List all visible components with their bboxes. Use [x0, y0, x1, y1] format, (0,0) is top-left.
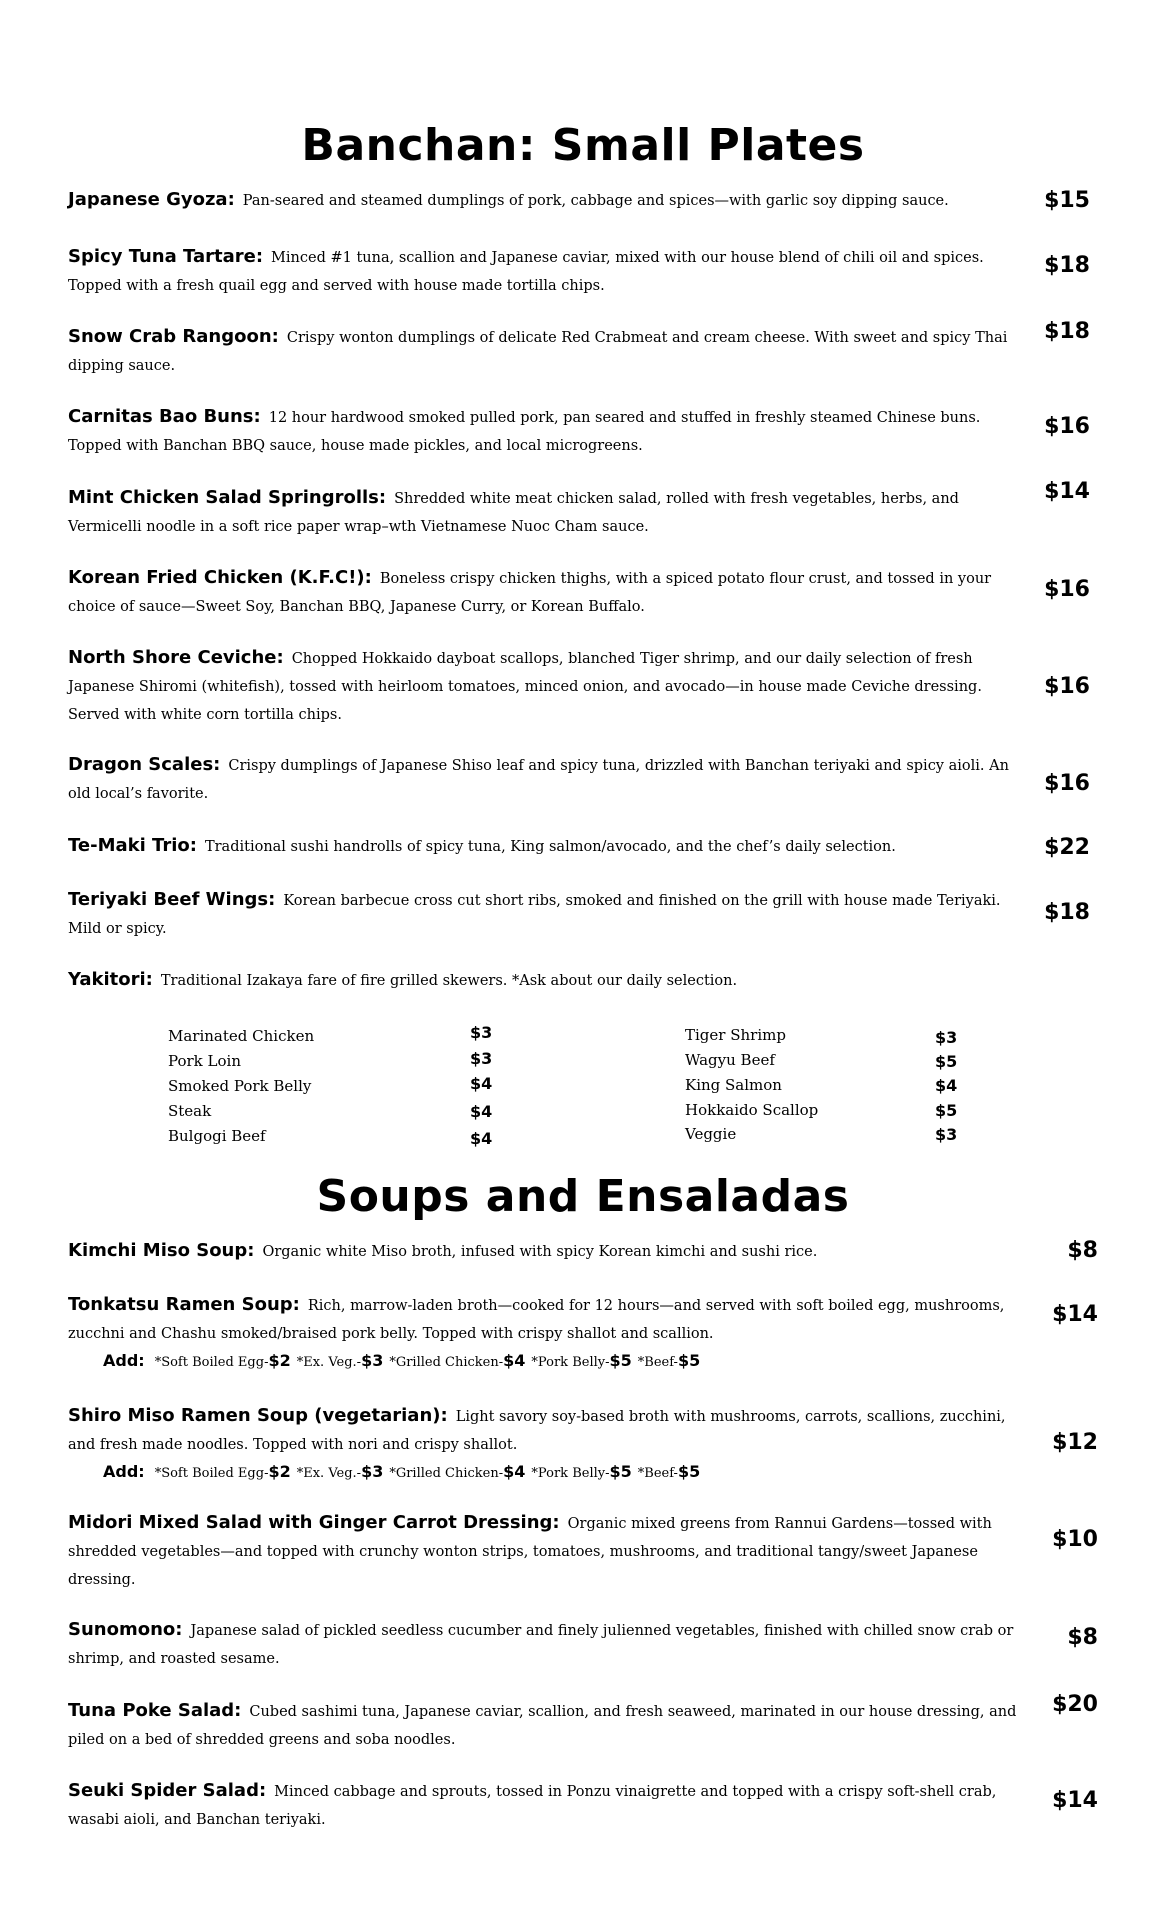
skewer-price: $4 — [470, 1129, 493, 1148]
item-price: $14 — [1052, 1788, 1098, 1813]
skewer-price: $3 — [935, 1028, 958, 1047]
item-price: $15 — [1044, 188, 1090, 213]
skewer-price: $3 — [935, 1125, 958, 1144]
menu-item-sunomono — [68, 1616, 1018, 1673]
skewer-name: Smoked Pork Belly — [168, 1077, 312, 1095]
item-price: $16 — [1044, 771, 1090, 796]
skewer-price: $3 — [470, 1049, 493, 1068]
add-ons-line: Add: *Soft Boiled Egg-$2 *Ex. Veg.-$3 *Grilled Chicken-$4 *Pork Belly-$5 *Beef-$5 — [103, 1462, 701, 1481]
item-price: $20 — [1052, 1692, 1098, 1717]
section-title-soups-ensaladas: Soups and Ensaladas — [316, 1171, 850, 1222]
menu-item-kimchi-miso-soup — [68, 1237, 1018, 1266]
item-name: Te-Maki Trio: — [68, 835, 197, 856]
item-name: Carnitas Bao Buns: — [68, 406, 261, 427]
item-name: Midori Mixed Salad with Ginger Carrot Dressing: — [68, 1512, 560, 1533]
skewer-name: Bulgogi Beef — [168, 1127, 266, 1145]
item-name: Shiro Miso Ramen Soup (vegetarian): — [68, 1405, 448, 1426]
item-price: $14 — [1052, 1302, 1098, 1327]
item-name: North Shore Ceviche: — [68, 647, 284, 668]
section-title-small-plates: Banchan: Small Plates — [301, 120, 865, 171]
item-description: Organic mixed greens from Rannui Gardens—tossed with shredded vegetables—and topped with crunchy wonton strips, tomatoes, mushrooms, and traditional tangy/sweet Japanese dressing. — [68, 1516, 992, 1588]
item-name: Seuki Spider Salad: — [68, 1780, 267, 1801]
item-description: Traditional Izakaya fare of fire grilled skewers. *Ask about our daily selection. — [160, 973, 738, 989]
item-price: $10 — [1052, 1527, 1098, 1552]
skewer-price: $5 — [935, 1052, 958, 1071]
add-ons-label: Add: — [103, 1351, 145, 1370]
menu-item-carnitas-bao-buns — [68, 403, 1018, 460]
item-price: $8 — [1067, 1625, 1098, 1650]
item-description: Crispy dumplings of Japanese Shiso leaf and spicy tuna, drizzled with Banchan teriyaki and spicy aioli. An old local’s favorite. — [68, 758, 1009, 802]
skewer-name: Tiger Shrimp — [685, 1026, 786, 1044]
item-description: Crispy wonton dumplings of delicate Red Crabmeat and cream cheese. With sweet and spicy Thai dipping sauce. — [68, 330, 1008, 374]
menu-item-japanese-gyoza — [68, 186, 1018, 215]
menu-item-tonkatsu-ramen — [68, 1291, 1018, 1376]
item-price: $16 — [1044, 414, 1090, 439]
item-description: Shredded white meat chicken salad, rolled with fresh vegetables, herbs, and Vermicelli noodle in a soft rice paper wrap–wth Vietnamese Nuoc Cham sauce. — [68, 491, 959, 535]
item-description: Korean barbecue cross cut short ribs, smoked and finished on the grill with house made Teriyaki. Mild or spicy. — [68, 893, 1001, 937]
skewer-name: Veggie — [685, 1125, 737, 1143]
item-name: Tonkatsu Ramen Soup: — [68, 1294, 300, 1315]
add-ons-line: Add: *Soft Boiled Egg-$2 *Ex. Veg.-$3 *Grilled Chicken-$4 *Pork Belly-$5 *Beef-$5 — [103, 1351, 701, 1370]
item-price: $8 — [1067, 1238, 1098, 1263]
item-name: Kimchi Miso Soup: — [68, 1240, 255, 1261]
skewer-price: $3 — [470, 1023, 493, 1042]
skewer-name: Wagyu Beef — [685, 1051, 775, 1069]
skewer-price: $4 — [935, 1076, 958, 1095]
item-price: $16 — [1044, 674, 1090, 699]
item-name: Snow Crab Rangoon: — [68, 326, 279, 347]
menu-item-mint-chicken-springrolls — [68, 484, 1018, 541]
item-description: Traditional sushi handrolls of spicy tuna, King salmon/avocado, and the chef’s daily selection. — [204, 839, 896, 855]
menu-item-snow-crab-rangoon — [68, 323, 1018, 380]
skewer-price: $4 — [470, 1102, 493, 1121]
item-price: $14 — [1044, 479, 1090, 504]
item-description: Minced cabbage and sprouts, tossed in Ponzu vinaigrette and topped with a crispy soft-shell crab, wasabi aioli, and Banchan teriyaki. — [68, 1784, 997, 1828]
item-description: Japanese salad of pickled seedless cucumber and finely julienned vegetables, finished with chilled snow crab or shrimp, and roasted sesame. — [68, 1623, 1014, 1667]
item-description: Cubed sashimi tuna, Japanese caviar, scallion, and fresh seaweed, marinated in our house dressing, and piled on a bed of shredded greens and soba noodles. — [68, 1704, 1017, 1748]
item-name: Japanese Gyoza: — [68, 189, 235, 210]
menu-item-seuki-spider-salad — [68, 1777, 1018, 1834]
item-description: Light savory soy-based broth with mushrooms, carrots, scallions, zucchini, and fresh made noodles. Topped with nori and crispy shallot. — [68, 1409, 1006, 1453]
item-description: Pan-seared and steamed dumplings of pork, cabbage and spices—with garlic soy dipping sauce. — [242, 193, 949, 209]
menu-item-spicy-tuna-tartare — [68, 243, 1018, 300]
menu-item-dragon-scales — [68, 751, 1018, 808]
item-description: Rich, marrow-laden broth—cooked for 12 hours—and served with soft boiled egg, mushrooms, zucchni and Chashu smoked/braised pork belly. Topped with crispy shallot and scallion. — [68, 1298, 1005, 1342]
item-name: Yakitori: — [68, 969, 153, 990]
item-name: Teriyaki Beef Wings: — [68, 889, 276, 910]
item-name: Tuna Poke Salad: — [68, 1700, 242, 1721]
item-description: 12 hour hardwood smoked pulled pork, pan seared and stuffed in freshly steamed Chinese buns. Topped with Banchan BBQ sauce, house made pickles, and local microgreens. — [68, 410, 981, 454]
menu-item-te-maki-trio — [68, 832, 1018, 861]
item-description: Minced #1 tuna, scallion and Japanese caviar, mixed with our house blend of chili oil and spices. Topped with a fresh quail egg and served with house made tortilla chips. — [68, 250, 984, 294]
menu-item-teriyaki-beef-wings — [68, 886, 1018, 943]
item-description: Chopped Hokkaido dayboat scallops, blanched Tiger shrimp, and our daily selection of fresh Japanese Shiromi (whitefish), tossed with heirloom tomatoes, minced onion, and avocado—in house made Ceviche dressing. Served with white corn tortilla chips. — [68, 651, 982, 723]
skewer-name: Marinated Chicken — [168, 1027, 315, 1045]
skewer-name: Pork Loin — [168, 1052, 241, 1070]
skewer-price: $4 — [470, 1074, 493, 1093]
item-price: $12 — [1052, 1430, 1098, 1455]
skewer-name: King Salmon — [685, 1076, 782, 1094]
item-price: $22 — [1044, 835, 1090, 860]
skewer-price: $5 — [935, 1101, 958, 1120]
item-price: $18 — [1044, 900, 1090, 925]
item-price: $18 — [1044, 253, 1090, 278]
menu-item-north-shore-ceviche — [68, 644, 1018, 729]
item-price: $18 — [1044, 319, 1090, 344]
item-description: Organic white Miso broth, infused with spicy Korean kimchi and sushi rice. — [262, 1244, 818, 1260]
menu-item-shiro-miso-ramen — [68, 1402, 1018, 1487]
item-description: Boneless crispy chicken thighs, with a spiced potato flour crust, and tossed in your choice of sauce—Sweet Soy, Banchan BBQ, Japanese Curry, or Korean Buffalo. — [68, 571, 992, 615]
menu-item-midori-mixed-salad — [68, 1509, 1018, 1594]
item-name: Sunomono: — [68, 1619, 183, 1640]
item-name: Dragon Scales: — [68, 754, 221, 775]
menu-item-korean-fried-chicken — [68, 564, 1018, 621]
item-price: $16 — [1044, 577, 1090, 602]
add-ons-label: Add: — [103, 1462, 145, 1481]
menu-item-yakitori — [68, 966, 1018, 995]
item-name: Korean Fried Chicken (K.F.C!): — [68, 567, 372, 588]
skewer-name: Hokkaido Scallop — [685, 1101, 819, 1119]
menu-item-tuna-poke-salad — [68, 1697, 1018, 1754]
item-name: Mint Chicken Salad Springrolls: — [68, 487, 387, 508]
skewer-name: Steak — [168, 1102, 212, 1120]
item-name: Spicy Tuna Tartare: — [68, 246, 264, 267]
